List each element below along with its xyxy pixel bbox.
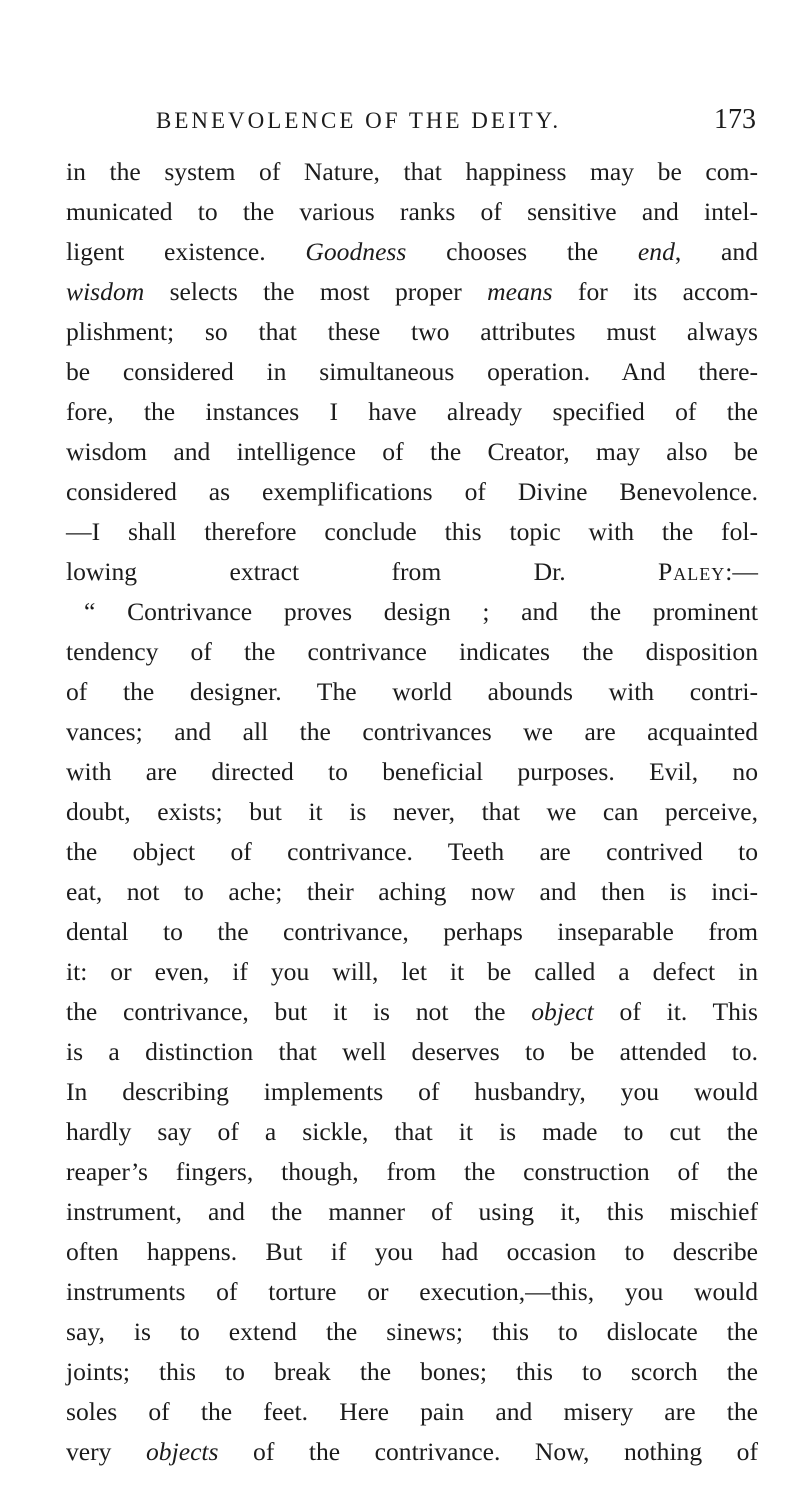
page-header: [156, 104, 756, 144]
text-run: is a distinction that well deserves to be attended to.: [66, 1037, 758, 1066]
italic-run: end: [637, 237, 675, 266]
running-head: BENEVOLENCE OF THE DEITY.: [156, 108, 562, 133]
small-caps-run: Paley: [658, 557, 726, 586]
text-run: In describing implements of husbandry, you would: [66, 1077, 758, 1106]
text-line: [66, 1352, 758, 1392]
italic-run: means: [487, 277, 553, 306]
text-line: [66, 152, 758, 192]
text-line: [66, 1072, 758, 1112]
text-line: [66, 712, 758, 752]
text-run: —I shall therefore conclude this topic with the fol-: [66, 517, 758, 546]
text-run: “ Contrivance proves design ; and the prominent: [84, 597, 758, 626]
text-run: , and: [674, 237, 758, 266]
text-line: [66, 952, 758, 992]
text-line: [66, 1312, 758, 1352]
text-run: doubt, exists; but it is never, that we can perceive,: [66, 797, 758, 826]
text-run: the object of contrivance. Teeth are contrived to: [66, 837, 758, 866]
text-line: [66, 792, 758, 832]
text-run: soles of the feet. Here pain and misery are the: [66, 1397, 758, 1426]
text-line: [66, 512, 758, 552]
text-run: say, is to extend the sinews; this to dislocate the: [66, 1317, 758, 1346]
text-run: lowing extract from Dr.: [66, 557, 659, 586]
text-run: hardly say of a sickle, that it is made to cut the: [66, 1117, 758, 1146]
text-line: [66, 552, 758, 592]
text-run: wisdom and intelligence of the Creator, may also be: [66, 437, 758, 466]
text-run: the contrivance, but it is not the: [66, 997, 532, 1026]
text-run: tendency of the contrivance indicates the disposition: [66, 637, 758, 666]
body-text: [66, 152, 758, 1472]
italic-run: object: [531, 997, 594, 1026]
text-line: [66, 592, 758, 632]
text-run: reaper’s fingers, though, from the construction of the: [66, 1157, 758, 1186]
text-run: fore, the instances I have already specified of the: [66, 397, 758, 426]
page-number: 173: [714, 104, 756, 135]
text-line: [66, 192, 758, 232]
text-run: very: [66, 1437, 146, 1466]
text-line: [66, 472, 758, 512]
text-run: selects the most proper: [144, 277, 488, 306]
text-run: joints; this to break the bones; this to scorch the: [66, 1357, 758, 1386]
text-run: ligent existence.: [66, 237, 306, 266]
text-line: [66, 872, 758, 912]
text-run: considered as exemplifications of Divine Benevolence.: [66, 477, 758, 506]
text-run: of it. This: [593, 997, 758, 1026]
text-run: often happens. But if you had occasion to describe: [66, 1237, 758, 1266]
text-run: instrument, and the manner of using it, this mischief: [66, 1197, 758, 1226]
text-run: vances; and all the contrivances we are acquainted: [66, 717, 758, 746]
italic-run: Goodness: [305, 237, 407, 266]
text-line: [66, 392, 758, 432]
text-run: municated to the various ranks of sensitive and intel-: [66, 197, 758, 226]
text-run: dental to the contrivance, perhaps inseparable from: [66, 917, 758, 946]
text-line: [66, 232, 758, 272]
text-line: [66, 1032, 758, 1072]
text-run: with are directed to beneficial purposes. Evil, no: [66, 757, 758, 786]
text-run: in the system of Nature, that happiness may be com-: [66, 157, 758, 186]
text-line: [66, 1112, 758, 1152]
text-line: [66, 1152, 758, 1192]
text-run: it: or even, if you will, let it be called a defect in: [66, 957, 758, 986]
text-run: for its accom-: [552, 277, 758, 306]
text-line: [66, 1392, 758, 1432]
text-run: of the contrivance. Now, nothing of: [218, 1437, 758, 1466]
text-line: [66, 912, 758, 952]
text-line: [66, 352, 758, 392]
text-line: [66, 832, 758, 872]
text-run: eat, not to ache; their aching now and then is inci-: [66, 877, 758, 906]
text-line: [66, 1272, 758, 1312]
text-run: be considered in simultaneous operation. And there-: [66, 357, 758, 386]
text-line: [66, 1432, 758, 1472]
text-line: [66, 672, 758, 712]
text-line: [66, 272, 758, 312]
italic-run: wisdom: [66, 277, 145, 306]
text-run: of the designer. The world abounds with contri-: [66, 677, 758, 706]
text-line: [66, 1232, 758, 1272]
text-run: instruments of torture or execution,—this, you would: [66, 1277, 758, 1306]
text-line: [66, 632, 758, 672]
text-line: [66, 752, 758, 792]
text-line: [66, 312, 758, 352]
text-run: chooses the: [406, 237, 638, 266]
text-line: [66, 1192, 758, 1232]
italic-run: objects: [146, 1437, 219, 1466]
text-line: [66, 432, 758, 472]
text-run: plishment; so that these two attributes must always: [66, 317, 758, 346]
text-run: :—: [725, 557, 758, 586]
text-line: [66, 992, 758, 1032]
